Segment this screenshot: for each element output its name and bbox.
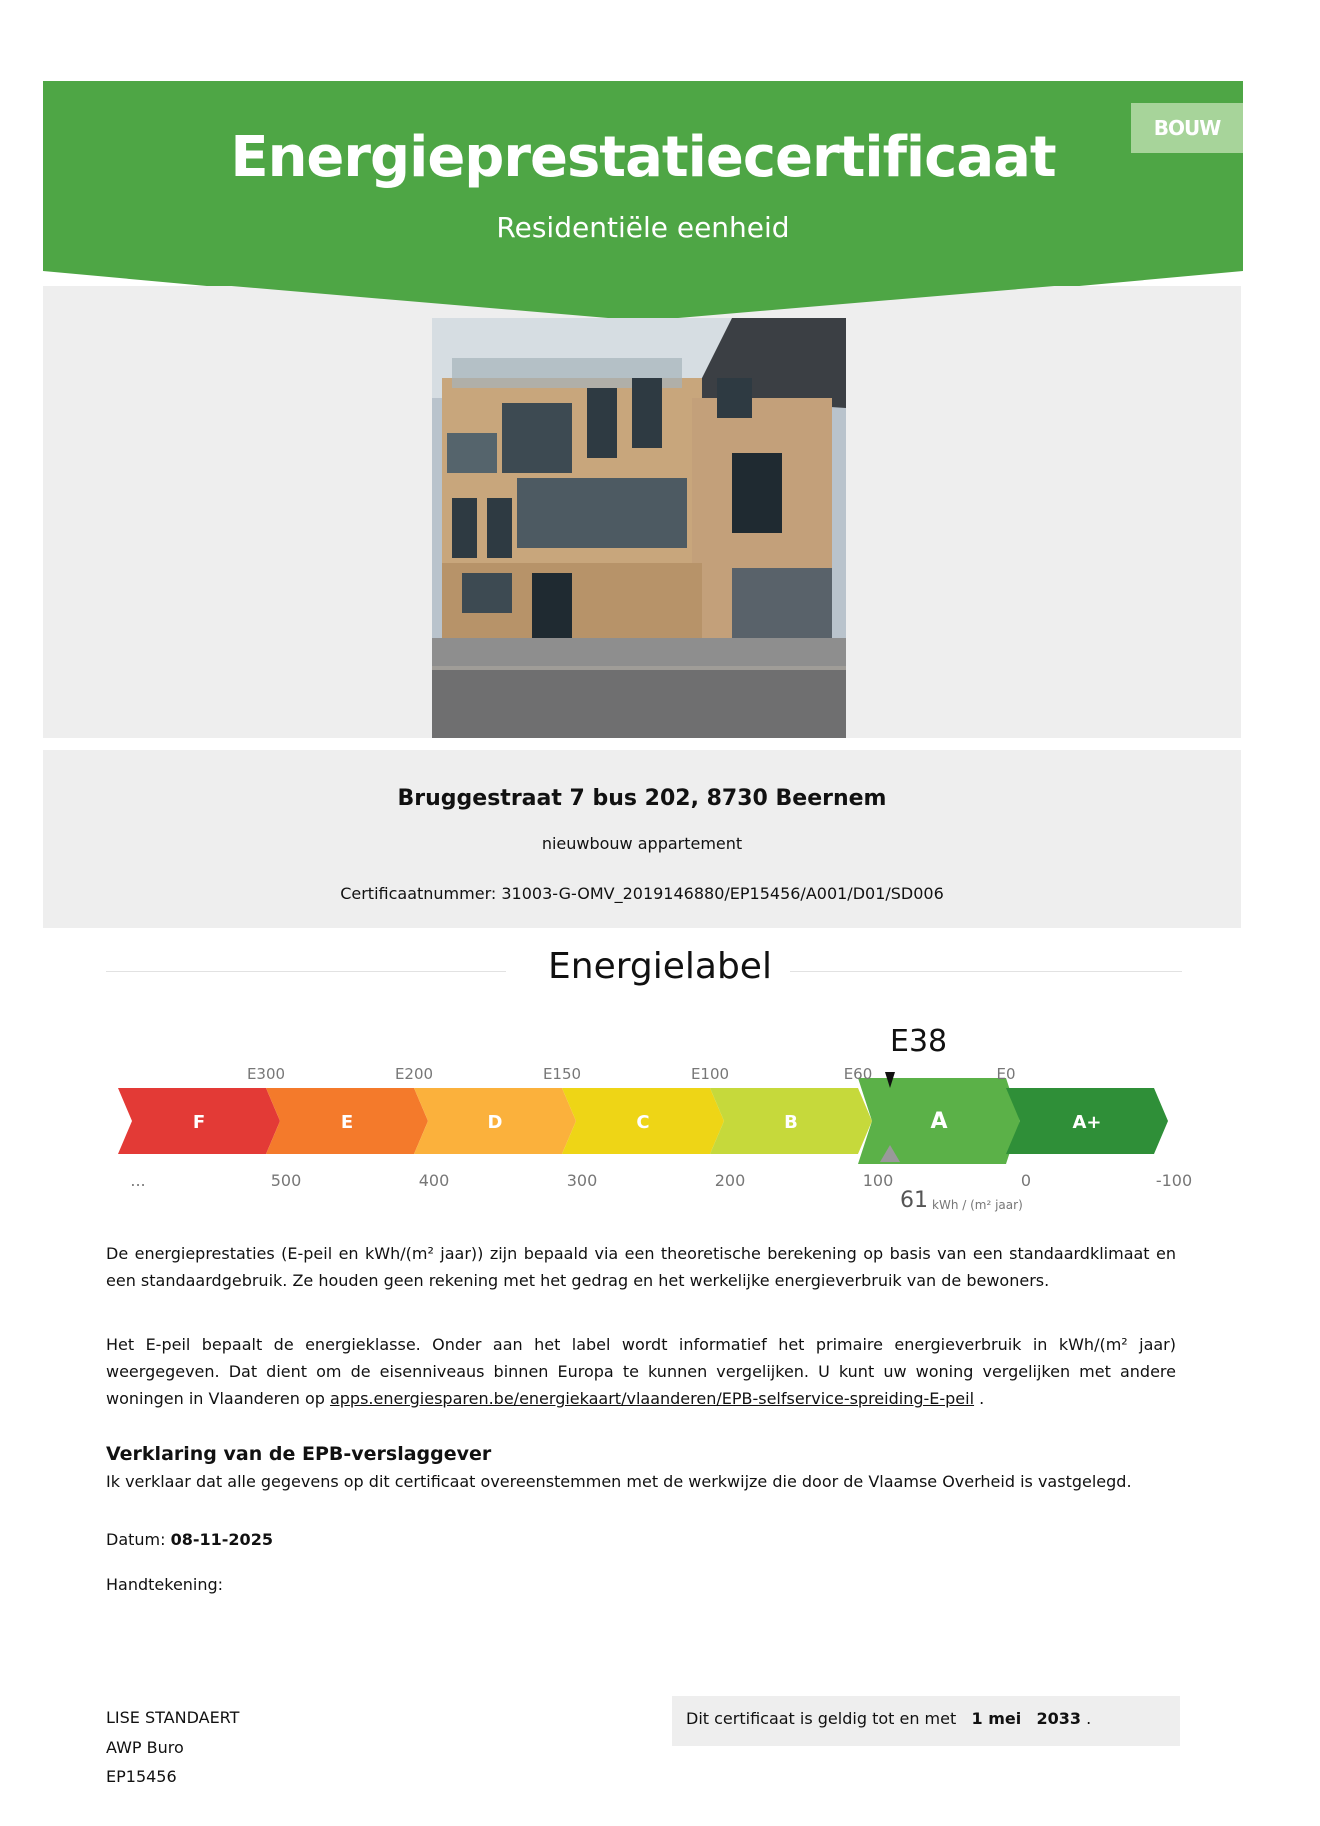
date-value: 08-11-2025: [170, 1530, 273, 1549]
property-type: nieuwbouw appartement: [541, 834, 743, 853]
info-paragraph-end: .: [974, 1389, 985, 1408]
reporter-company: AWP Buro: [106, 1738, 184, 1757]
validity-end: .: [1086, 1709, 1092, 1728]
kwh-threshold-label: ...: [130, 1171, 146, 1190]
building-illustration: [432, 318, 846, 738]
energy-class-label: A: [930, 1109, 948, 1134]
kwh-threshold-label: 0: [1020, 1171, 1032, 1190]
e-threshold-label: E300: [246, 1065, 286, 1083]
disclaimer-paragraph: De energieprestaties (E-peil en kWh/(m² jaar)) zijn bepaald via een theoretische berekening op basis van een standaardklimaat en een standaardgebruik. Ze houden geen rekening met het gedrag en het werkelijke energieverbruik van de bewoners.: [106, 1244, 1176, 1290]
e-threshold-label: E100: [690, 1065, 730, 1083]
validity-year: 2033: [1036, 1709, 1082, 1728]
kwh-threshold-label: 500: [270, 1171, 302, 1190]
reporter-id: EP15456: [106, 1767, 177, 1786]
declaration-text: Ik verklaar dat alle gegevens op dit certificaat overeenstemmen met de werkwijze die door de Vlaamse Overheid is vastgelegd.: [106, 1472, 1132, 1491]
info-paragraph-text: Het E-peil bepaalt de energieklasse. Onder aan het label wordt informatief het primaire energieverbruik in kWh/(m² jaar) weergegeven. Dat dient om de eisenniveaus binnen Europa te kunnen vergelijken. U kunt uw woning vergelijken met andere woningen in Vlaanderen op: [106, 1335, 1176, 1408]
info-paragraph: [106, 1331, 1176, 1412]
certificate-number-value: 31003-G-OMV_2019146880/EP15456/A001/D01/SD006: [501, 884, 944, 903]
date-line: [106, 1530, 273, 1549]
certificate-number-label: Certificaatnummer:: [340, 884, 497, 903]
bouw-badge: BOUW: [1131, 103, 1243, 153]
reporter-name: LISE STANDAERT: [106, 1708, 240, 1727]
validity-text: [686, 1709, 1091, 1728]
certificate-number: [43, 884, 1241, 903]
energy-class-label: F: [192, 1112, 206, 1133]
validity-label: Dit certificaat is geldig tot en met: [686, 1709, 957, 1728]
energiekaart-link[interactable]: apps.energiesparen.be/energiekaart/vlaanderen/EPB-selfservice-spreiding-E-peil: [329, 1389, 975, 1408]
energy-scale: [110, 1030, 1193, 1200]
kwh-threshold-label: 200: [714, 1171, 746, 1190]
e-threshold-label: E150: [542, 1065, 582, 1083]
energielabel-title: Energielabel: [548, 946, 772, 987]
declaration-title: Verklaring van de EPB-verslaggever: [106, 1443, 492, 1465]
validity-day-month: 1 mei: [971, 1709, 1022, 1728]
document-title: Energieprestatiecertificaat: [230, 125, 1056, 190]
kwh-threshold-label: 100: [862, 1171, 894, 1190]
kwh-threshold-label: -100: [1155, 1171, 1193, 1190]
energy-class-label: B: [784, 1112, 798, 1133]
energy-class-label: D: [487, 1112, 503, 1133]
e-peil-value: E38: [890, 1024, 948, 1059]
building-photo: [432, 318, 846, 738]
kwh-unit: kWh / (m² jaar): [932, 1198, 1023, 1212]
e-threshold-label: E200: [394, 1065, 434, 1083]
document-subtitle: Residentiële eenheid: [496, 211, 790, 244]
kwh-value: 61: [900, 1188, 928, 1213]
e-threshold-label: E60: [843, 1065, 873, 1083]
kwh-threshold-label: 400: [418, 1171, 450, 1190]
date-label: Datum:: [106, 1530, 166, 1549]
energy-class-label: E: [340, 1112, 354, 1133]
energy-class-label: C: [636, 1112, 650, 1133]
e-threshold-label: E0: [996, 1065, 1016, 1083]
energy-class-label: A+: [1072, 1112, 1102, 1133]
kwh-threshold-label: 300: [566, 1171, 598, 1190]
property-address: Bruggestraat 7 bus 202, 8730 Beernem: [397, 786, 887, 811]
signature-label: Handtekening:: [106, 1575, 224, 1594]
